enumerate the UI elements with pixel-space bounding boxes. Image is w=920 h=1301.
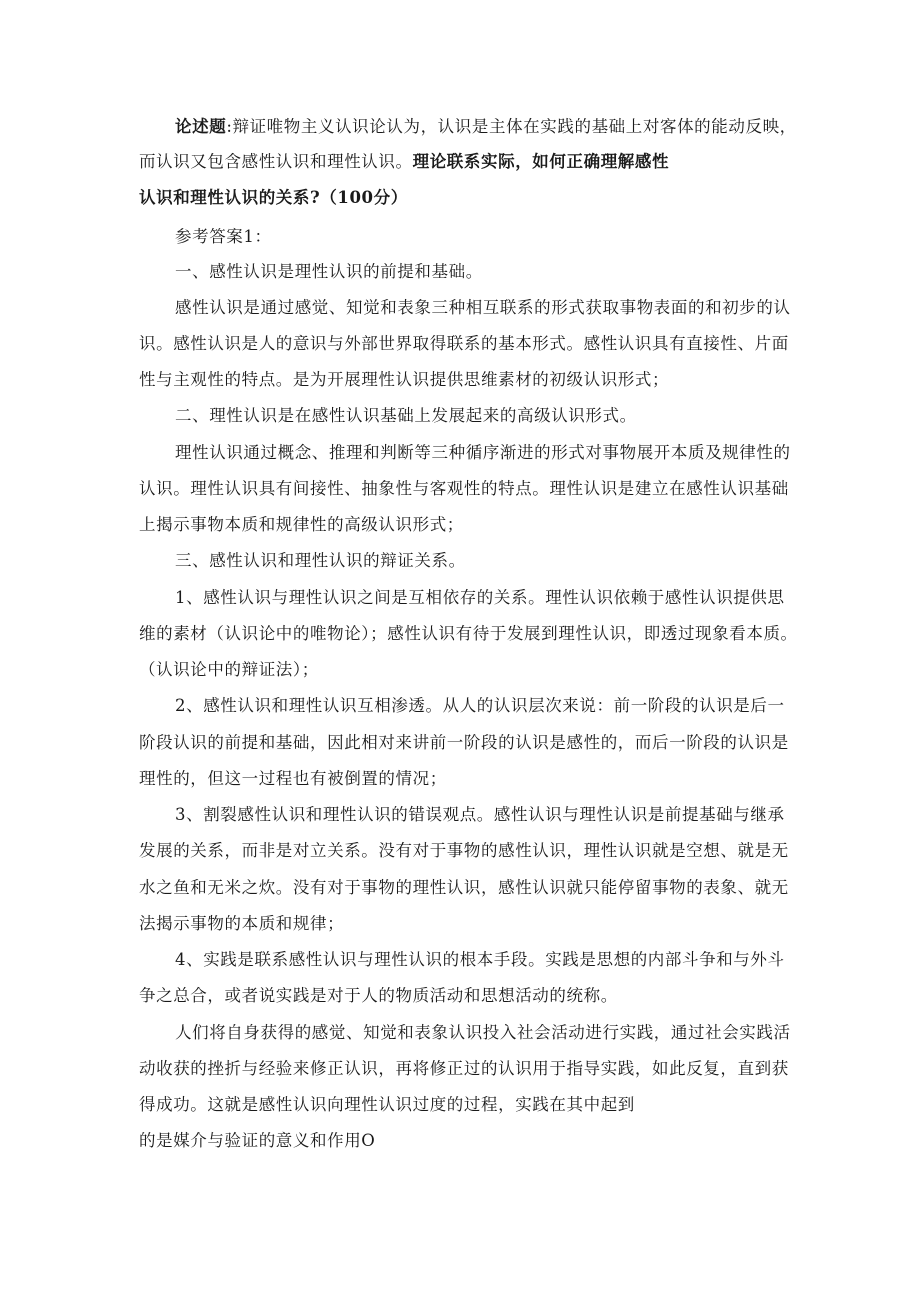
paragraph-line: 识。感性认识是人的意识与外部世界取得联系的基本形式。感性认识具有直接性、片面 bbox=[139, 334, 789, 353]
paragraph-line: 理性认识通过概念、推理和判断等三种循序渐进的形式对事物展开本质及规律性的 bbox=[175, 443, 791, 462]
question-line-2 bbox=[139, 150, 669, 174]
paragraph-line: 感性认识是通过感觉、知觉和表象三种相互联系的形式获取事物表面的和初步的认 bbox=[175, 298, 791, 317]
paragraph-line: 3、割裂感性认识和理性认识的错误观点。感性认识与理性认识是前提基础与继承 bbox=[175, 805, 785, 824]
paragraph-line: 法揭示事物的本质和规律； bbox=[139, 914, 345, 933]
paragraph-line: 人们将自身获得的感觉、知觉和表象认识投入社会活动进行实践，通过社会实践活 bbox=[175, 1023, 791, 1042]
paragraph-line: （认识论中的辩证法）； bbox=[139, 660, 319, 679]
paragraph-line: 2、感性认识和理性认识互相渗透。从人的认识层次来说：前一阶段的认识是后一 bbox=[175, 696, 785, 715]
section-heading-3: 三、感性认识和理性认识的辩证关系。 bbox=[175, 551, 466, 570]
paragraph-line: 得成功。这就是感性认识向理性认识过度的过程，实践在其中起到 bbox=[139, 1095, 635, 1114]
paragraph-line: 阶段认识的前提和基础，因此相对来讲前一阶段的认识是感性的，而后一阶段的认识是 bbox=[139, 733, 789, 752]
paragraph-line: 发展的关系，而非是对立关系。没有对于事物的感性认识，理性认识就是空想、就是无 bbox=[139, 841, 789, 860]
paragraph-line: 争之总合，或者说实践是对于人的物质活动和思想活动的统称。 bbox=[139, 986, 618, 1005]
question-line-3: 认识和理性认识的关系?（100分） bbox=[139, 188, 408, 207]
paragraph-line: 1、感性认识与理性认识之间是互相依存的关系。理性认识依赖于感性认识提供思 bbox=[175, 588, 785, 607]
question-line-1 bbox=[175, 115, 797, 139]
question-text: :辩证唯物主义认识论认为，认识是主体在实践的基础上对客体的能动反映， bbox=[226, 117, 797, 136]
question-label: 论述题 bbox=[175, 117, 227, 136]
section-heading-1: 一、感性认识是理性认识的前提和基础。 bbox=[175, 262, 483, 281]
paragraph-line: 性与主观性的特点。是为开展理性认识提供思维素材的初级认识形式； bbox=[139, 370, 670, 389]
paragraph-line: 的是媒介与验证的意义和作用O bbox=[139, 1131, 376, 1150]
paragraph-line: 认识。理性认识具有间接性、抽象性与客观性的特点。理性认识是建立在感性认识基础 bbox=[139, 479, 789, 498]
question-text: 而认识又包含感性认识和理性认识。 bbox=[139, 152, 413, 171]
paragraph-line: 水之鱼和无米之炊。没有对于事物的理性认识，感性认识就只能停留事物的表象、就无 bbox=[139, 878, 789, 897]
section-heading-2: 二、理性认识是在感性认识基础上发展起来的高级认识形式。 bbox=[175, 406, 637, 425]
paragraph-line: 理性的，但这一过程也有被倒置的情况； bbox=[139, 769, 447, 788]
paragraph-line: 上揭示事物本质和规律性的高级认识形式； bbox=[139, 515, 464, 534]
paragraph-line: 维的素材（认识论中的唯物论）；感性认识有待于发展到理性认识，即透过现象看本质。 bbox=[139, 624, 798, 643]
answer-heading: 参考答案1： bbox=[175, 227, 272, 246]
question-text-bold: 理论联系实际，如何正确理解感性 bbox=[412, 152, 670, 171]
paragraph-line: 动收获的挫折与经验来修正认识，再将修正过的认识用于指导实践，如此反复，直到获 bbox=[139, 1059, 789, 1078]
paragraph-line: 4、实践是联系感性认识与理性认识的根本手段。实践是思想的内部斗争和与外斗 bbox=[175, 950, 785, 969]
